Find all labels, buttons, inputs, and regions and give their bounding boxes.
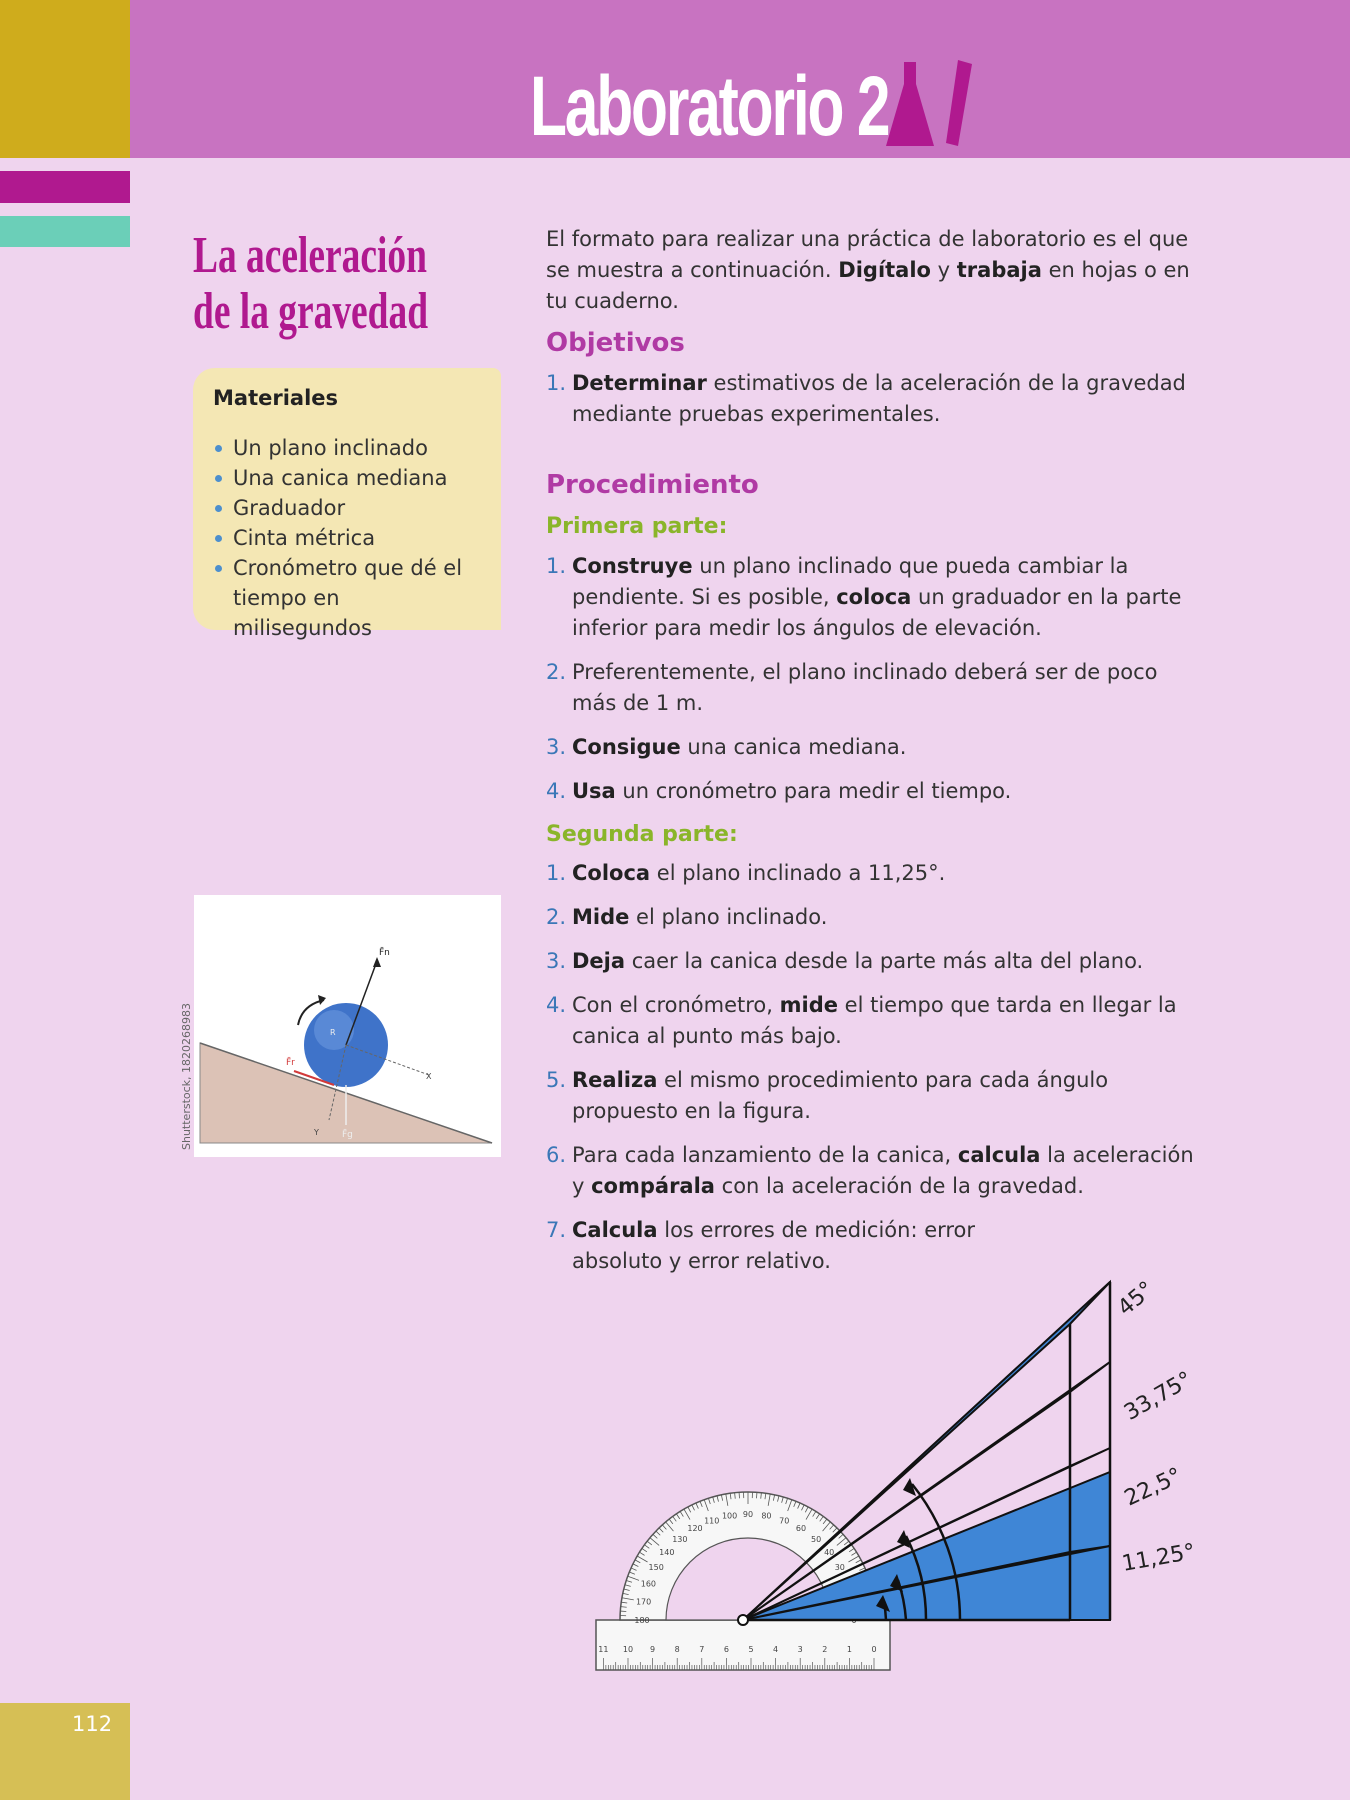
x-axis-label: X xyxy=(426,1072,432,1081)
list-item: 1. Construye un plano inclinado que pueda cambiar la pendiente. Si es posible, coloca un graduador en la parte inferior para medir los ángulos de elevación. xyxy=(546,554,1182,640)
protractor-label: 50 xyxy=(811,1534,822,1544)
list-item: 6. Para cada lanzamiento de la canica, calcula la aceleración y compárala con la aceleración de la gravedad. xyxy=(546,1143,1194,1198)
inclined-plane-illustration xyxy=(194,895,501,1157)
protractor-label: 140 xyxy=(659,1547,675,1557)
page-number: 112 xyxy=(72,1712,113,1736)
ruler-label: 4 xyxy=(773,1645,779,1654)
protractor-label: 60 xyxy=(795,1524,807,1534)
list-item: 1. Coloca el plano inclinado a 11,25°. xyxy=(546,861,946,885)
primera-parte-list xyxy=(546,551,1206,807)
objetivos-list xyxy=(546,368,1206,430)
list-item: Graduador xyxy=(213,493,483,523)
radius-label: R xyxy=(330,1028,336,1037)
protractor-label: 160 xyxy=(640,1579,657,1589)
section-title-line2: de la gravedad xyxy=(193,283,429,340)
angle-label-33-75: 33,75° xyxy=(1120,1367,1197,1426)
angle-label-45: 45° xyxy=(1113,1276,1160,1322)
materials-box xyxy=(193,368,501,640)
segunda-parte-list xyxy=(546,858,1206,1277)
protractor-label: 150 xyxy=(648,1563,664,1572)
ruler-label: 9 xyxy=(650,1645,656,1654)
list-item: Un plano inclinado xyxy=(213,433,483,463)
list-item: 2. Preferentemente, el plano inclinado deberá ser de poco más de 1 m. xyxy=(546,660,1158,715)
materials-heading: Materiales xyxy=(213,386,339,410)
list-item: Cinta métrica xyxy=(213,523,483,553)
materials-list xyxy=(213,433,483,643)
photo-credit: Shutterstock, 1820268983 xyxy=(180,1002,193,1150)
corner-block xyxy=(0,0,130,158)
ruler-label: 11 xyxy=(598,1645,609,1654)
protractor-label: 180 xyxy=(634,1616,650,1625)
list-item: 2. Mide el plano inclinado. xyxy=(546,905,828,929)
left-margin xyxy=(0,0,130,1800)
friction-force-label: F̄r xyxy=(286,1058,295,1068)
list-item: 4. Con el cronómetro, mide el tiempo que tarda en llegar la canica al punto más bajo. xyxy=(546,993,1177,1048)
teal-stripe xyxy=(0,216,130,247)
magenta-stripe xyxy=(0,171,130,203)
protractor-label: 130 xyxy=(672,1534,688,1544)
protractor-label: 90 xyxy=(742,1510,754,1519)
segunda-parte-heading: Segunda parte: xyxy=(546,822,738,847)
angle-label-22-5: 22,5° xyxy=(1120,1463,1186,1512)
objetivos-heading: Objetivos xyxy=(546,328,685,358)
protractor-label: 120 xyxy=(687,1524,703,1534)
gravity-force-label: F̄g xyxy=(342,1130,353,1140)
section-title xyxy=(193,228,428,340)
intro-paragraph: El formato para realizar una práctica de laboratorio es el que se muestra a continuación. Digítalo y trabaja en hojas o en tu cuaderno. xyxy=(546,227,1190,313)
ruler-label: 0 xyxy=(871,1645,877,1654)
angle-label-11-25: 11,25° xyxy=(1120,1539,1198,1577)
ruler-label: 6 xyxy=(723,1645,729,1654)
primera-parte-heading: Primera parte: xyxy=(546,514,728,539)
flask-icon xyxy=(886,60,986,150)
ruler-label: 10 xyxy=(622,1645,634,1654)
angles-diagram xyxy=(590,1262,1210,1682)
ruler-label: 1 xyxy=(846,1645,852,1654)
procedimiento-heading: Procedimiento xyxy=(546,470,759,500)
protractor-label: 80 xyxy=(761,1511,772,1521)
protractor-label: 110 xyxy=(704,1516,720,1526)
protractor-label: 170 xyxy=(635,1597,652,1607)
ruler-label: 5 xyxy=(748,1645,754,1654)
protractor-label: 30 xyxy=(834,1563,845,1572)
list-item: Una canica mediana xyxy=(213,463,483,493)
list-item: 7. Calcula los errores de medición: error absoluto y error relativo. xyxy=(546,1218,976,1273)
list-item: 3. Deja caer la canica desde la parte más alta del plano. xyxy=(546,949,1144,973)
ruler-label: 7 xyxy=(699,1645,705,1654)
protractor-label: 40 xyxy=(824,1547,835,1557)
section-title-line1: La aceleración xyxy=(193,227,427,284)
y-axis-label: Y xyxy=(314,1128,319,1137)
normal-force-label: F̄n xyxy=(379,948,390,958)
list-item: 1. Determinar estimativos de la aceleración de la gravedad mediante pruebas experimentales. xyxy=(546,371,1186,426)
ruler-label: 2 xyxy=(822,1645,828,1654)
list-item: 3. Consigue una canica mediana. xyxy=(546,735,907,759)
page-title: Laboratorio 2 xyxy=(530,59,889,153)
protractor-label: 70 xyxy=(779,1516,790,1526)
ruler-label: 3 xyxy=(797,1645,803,1654)
list-item: 4. Usa un cronómetro para medir el tiempo. xyxy=(546,779,1012,803)
protractor-label: 100 xyxy=(721,1511,738,1521)
list-item: Cronómetro que dé el tiempo en milisegundos xyxy=(213,553,483,643)
inclined-plane-photo xyxy=(194,895,501,1157)
list-item: 5. Realiza el mismo procedimiento para cada ángulo propuesto en la figura. xyxy=(546,1068,1109,1123)
ruler-label: 8 xyxy=(674,1645,680,1654)
